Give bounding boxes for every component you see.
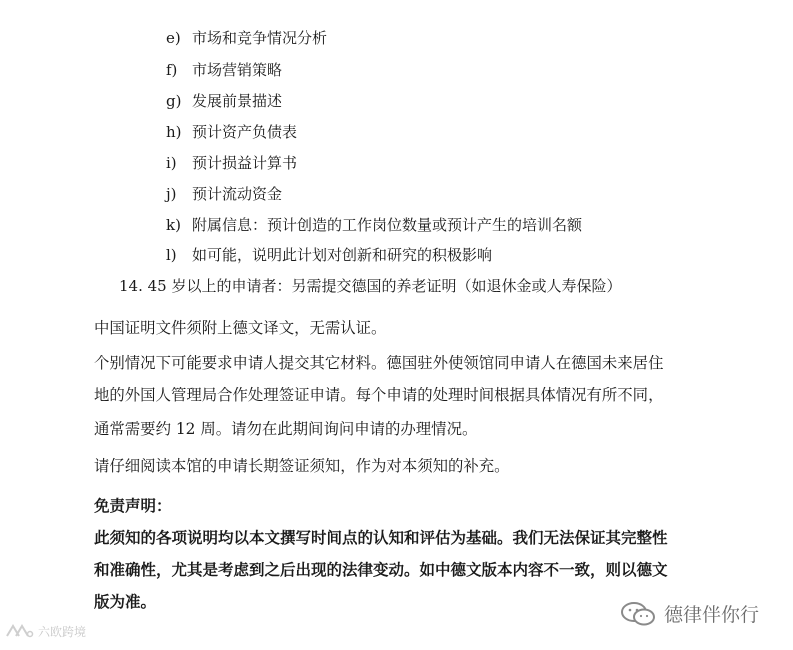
list-item-letter: h) bbox=[166, 123, 182, 141]
list-item-text: 预计损益计算书 bbox=[192, 154, 298, 172]
list-item-letter: f) bbox=[166, 61, 178, 79]
list-item bbox=[166, 215, 582, 235]
list-item-letter: i) bbox=[166, 154, 177, 172]
wechat-icon bbox=[620, 601, 656, 627]
list-item-text: 附属信息：预计创造的工作岗位数量或预计产生的培训名额 bbox=[192, 216, 583, 234]
list-item bbox=[166, 153, 297, 173]
disclaimer-line: 版为准。 bbox=[94, 593, 157, 611]
list-item-text: 预计流动资金 bbox=[192, 185, 283, 203]
list-item-text: 发展前景描述 bbox=[192, 92, 283, 110]
list-item bbox=[166, 184, 282, 204]
wechat-watermark bbox=[620, 600, 759, 627]
paragraph-line: 通常需要约 12 周。请勿在此期间询问申请的办理情况。 bbox=[94, 420, 478, 438]
list-item bbox=[166, 122, 297, 142]
requirement-item-14: 14. 45 岁以上的申请者：另需提交德国的养老证明（如退休金或人寿保险） bbox=[119, 277, 622, 295]
watermark-text: 德律伴你行 bbox=[664, 604, 760, 626]
list-item bbox=[166, 60, 282, 80]
list-item-text: 预计资产负债表 bbox=[192, 123, 298, 141]
disclaimer-heading: 免责声明： bbox=[94, 497, 172, 515]
read-notice: 请仔细阅读本馆的申请长期签证须知，作为对本须知的补充。 bbox=[94, 457, 510, 475]
list-item-text: 市场营销策略 bbox=[192, 61, 283, 79]
paragraph-line: 地的外国人管理局合作处理签证申请。每个申请的处理时间根据具体情况有所不同， bbox=[94, 386, 664, 404]
disclaimer-line: 此须知的各项说明均以本文撰写时间点的认知和评估为基础。我们无法保证其完整性 bbox=[94, 529, 668, 547]
watermark-logo-icon bbox=[4, 622, 34, 640]
translation-note: 中国证明文件须附上德文译文，无需认证。 bbox=[94, 319, 387, 337]
list-item-text: 如可能，说明此计划对创新和研究的积极影响 bbox=[192, 246, 493, 264]
list-item-letter: e) bbox=[166, 29, 181, 47]
list-item-letter: l) bbox=[166, 246, 177, 264]
list-item-letter: k) bbox=[166, 216, 181, 234]
corner-watermark-text: 六欧跨境 bbox=[38, 624, 87, 639]
list-item-letter: j) bbox=[166, 185, 177, 203]
paragraph-line: 个别情况下可能要求申请人提交其它材料。德国驻外使领馆同申请人在德国未来居住 bbox=[94, 354, 664, 372]
list-item-text: 市场和竞争情况分析 bbox=[192, 29, 328, 47]
disclaimer-line: 和准确性，尤其是考虑到之后出现的法律变动。如中德文版本内容不一致，则以德文 bbox=[94, 561, 668, 579]
list-item-letter: g) bbox=[166, 92, 182, 110]
corner-watermark bbox=[4, 622, 86, 640]
list-item bbox=[166, 245, 492, 265]
list-item bbox=[166, 91, 282, 111]
list-item bbox=[166, 28, 327, 48]
